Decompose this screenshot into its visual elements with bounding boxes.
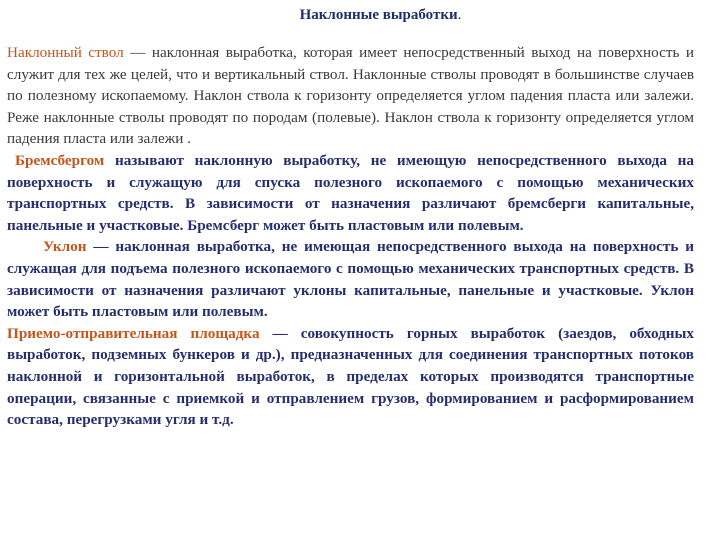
term-incline: Уклон — [43, 238, 87, 256]
slide-title — [7, 6, 694, 25]
paragraph-inclined-shaft — [7, 42, 694, 150]
definition-bremsberg: называют наклонную выработку, не имеющую непосредственного выхода на поверхность и служащую для спуска полезного ископаемого с помощью механических транспортных средств. В зависимости от назначения различают бремсберги капитальные, панельные и участковые. Бремсберг может быть пластовым или полевым. — [7, 151, 694, 234]
paragraph-bremsberg — [7, 150, 694, 236]
term-inclined-shaft: Наклонный ствол — [7, 44, 124, 61]
definition-landing-station: — совокупность горных выработок (заездов, обходных выработок, подземных бункеров и др.), предназначенных для соединения транспортных потоков наклонной и горизонтальной выработок, в пределах которых производятся транспортные операции, связанные с приемкой и отправлением грузов, формированием и расформированием состава, перегрузками угля и т.д. — [7, 324, 694, 429]
definition-inclined-shaft: — наклонная выработка, которая имеет непосредственный выход на поверхность и служит для тех же целей, что и вертикальный ствол. Наклонные стволы проводят в большинстве случаев по полезному ископаемому. Наклон ствола к горизонту определяется углом падения пласта или залежи. Реже наклонные стволы проводят по породам (полевые). Наклон ствола к горизонту определяется углом падения пласта или залежи . — [7, 44, 695, 148]
term-bremsberg: Бремсбергом — [15, 151, 105, 169]
definition-incline: — наклонная выработка, не имеющая непосредственного выхода на поверхность и служащая для подъема полезного ископаемого с помощью механических транспортных средств. В зависимости от назначения различают уклоны капитальные, панельные и участковые. Уклон может быть пластовым или полевым. — [7, 238, 694, 321]
paragraph-landing-station — [7, 323, 694, 431]
slide-title-period: . — [457, 7, 462, 23]
paragraph-incline — [7, 236, 694, 322]
slide-body — [7, 42, 694, 431]
term-landing-station: Приемо-отправительная площадка — [7, 324, 260, 342]
slide-title-text: Наклонные выработки — [299, 7, 458, 23]
